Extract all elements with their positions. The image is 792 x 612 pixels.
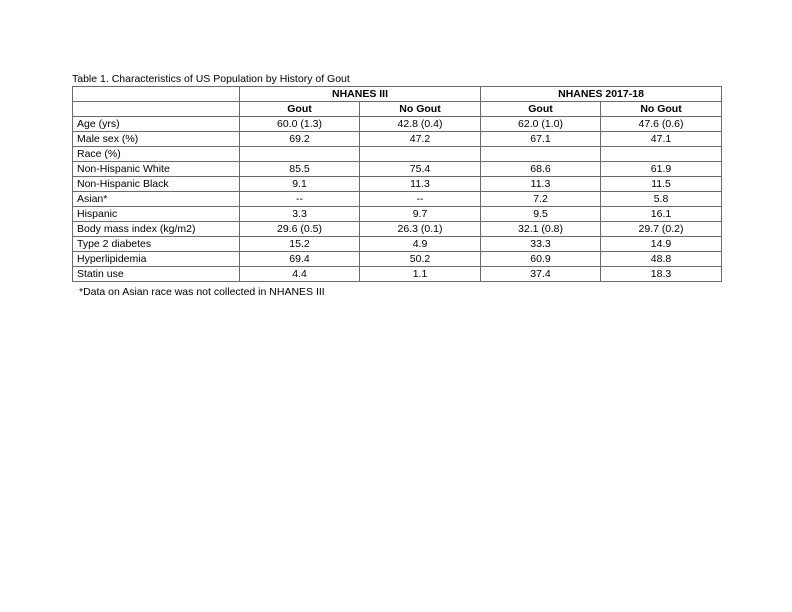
table-caption: Table 1. Characteristics of US Population by History of Gout bbox=[72, 73, 350, 85]
cell-value: 11.3 bbox=[481, 177, 601, 192]
col-header: No Gout bbox=[360, 102, 481, 117]
row-label: Statin use bbox=[73, 267, 240, 282]
cell-value: 32.1 (0.8) bbox=[481, 222, 601, 237]
cell-value: 26.3 (0.1) bbox=[360, 222, 481, 237]
cell-value bbox=[240, 147, 360, 162]
cell-value: 9.7 bbox=[360, 207, 481, 222]
cell-value: -- bbox=[240, 192, 360, 207]
cell-value: 42.8 (0.4) bbox=[360, 117, 481, 132]
cell-value: 5.8 bbox=[601, 192, 722, 207]
cell-value: 1.1 bbox=[360, 267, 481, 282]
cell-value: 29.6 (0.5) bbox=[240, 222, 360, 237]
table-row bbox=[73, 267, 722, 282]
table-row bbox=[73, 132, 722, 147]
cell-value: 60.9 bbox=[481, 252, 601, 267]
cell-value: 11.3 bbox=[360, 177, 481, 192]
cell-value: 15.2 bbox=[240, 237, 360, 252]
cell-value: 11.5 bbox=[601, 177, 722, 192]
col-header: No Gout bbox=[601, 102, 722, 117]
subheader-row bbox=[73, 102, 722, 117]
table-row bbox=[73, 222, 722, 237]
row-label: Age (yrs) bbox=[73, 117, 240, 132]
cell-value: 4.9 bbox=[360, 237, 481, 252]
row-label: Hispanic bbox=[73, 207, 240, 222]
cell-value: 85.5 bbox=[240, 162, 360, 177]
table-row bbox=[73, 162, 722, 177]
table-row bbox=[73, 252, 722, 267]
row-label: Hyperlipidemia bbox=[73, 252, 240, 267]
cell-value: 4.4 bbox=[240, 267, 360, 282]
table-row bbox=[73, 117, 722, 132]
cell-value: 9.1 bbox=[240, 177, 360, 192]
corner-cell bbox=[73, 87, 240, 102]
col-header: Gout bbox=[240, 102, 360, 117]
table-row bbox=[73, 192, 722, 207]
corner-cell bbox=[73, 102, 240, 117]
row-label: Race (%) bbox=[73, 147, 240, 162]
cell-value: 9.5 bbox=[481, 207, 601, 222]
row-label: Non-Hispanic White bbox=[73, 162, 240, 177]
group-header-nhanes-iii: NHANES III bbox=[240, 87, 481, 102]
table-row bbox=[73, 207, 722, 222]
characteristics-table bbox=[72, 86, 722, 282]
cell-value: 16.1 bbox=[601, 207, 722, 222]
cell-value: 60.0 (1.3) bbox=[240, 117, 360, 132]
cell-value: 47.2 bbox=[360, 132, 481, 147]
cell-value: 14.9 bbox=[601, 237, 722, 252]
cell-value bbox=[601, 147, 722, 162]
cell-value bbox=[481, 147, 601, 162]
group-header-row bbox=[73, 87, 722, 102]
table-row bbox=[73, 237, 722, 252]
cell-value: 3.3 bbox=[240, 207, 360, 222]
cell-value: 33.3 bbox=[481, 237, 601, 252]
cell-value: 67.1 bbox=[481, 132, 601, 147]
cell-value: 69.4 bbox=[240, 252, 360, 267]
row-label: Non-Hispanic Black bbox=[73, 177, 240, 192]
row-label: Asian* bbox=[73, 192, 240, 207]
cell-value: 50.2 bbox=[360, 252, 481, 267]
cell-value: 47.1 bbox=[601, 132, 722, 147]
cell-value: 48.8 bbox=[601, 252, 722, 267]
row-label: Body mass index (kg/m2) bbox=[73, 222, 240, 237]
cell-value: 75.4 bbox=[360, 162, 481, 177]
cell-value: 61.9 bbox=[601, 162, 722, 177]
cell-value: 47.6 (0.6) bbox=[601, 117, 722, 132]
col-header: Gout bbox=[481, 102, 601, 117]
table-footnote: *Data on Asian race was not collected in NHANES III bbox=[79, 286, 325, 298]
cell-value: 29.7 (0.2) bbox=[601, 222, 722, 237]
row-label: Type 2 diabetes bbox=[73, 237, 240, 252]
group-header-nhanes-2017-18: NHANES 2017-18 bbox=[481, 87, 722, 102]
table-row bbox=[73, 177, 722, 192]
cell-value: 69.2 bbox=[240, 132, 360, 147]
cell-value: 7.2 bbox=[481, 192, 601, 207]
cell-value: 18.3 bbox=[601, 267, 722, 282]
cell-value: 68.6 bbox=[481, 162, 601, 177]
row-label: Male sex (%) bbox=[73, 132, 240, 147]
cell-value: -- bbox=[360, 192, 481, 207]
cell-value: 37.4 bbox=[481, 267, 601, 282]
cell-value: 62.0 (1.0) bbox=[481, 117, 601, 132]
cell-value bbox=[360, 147, 481, 162]
table-row bbox=[73, 147, 722, 162]
